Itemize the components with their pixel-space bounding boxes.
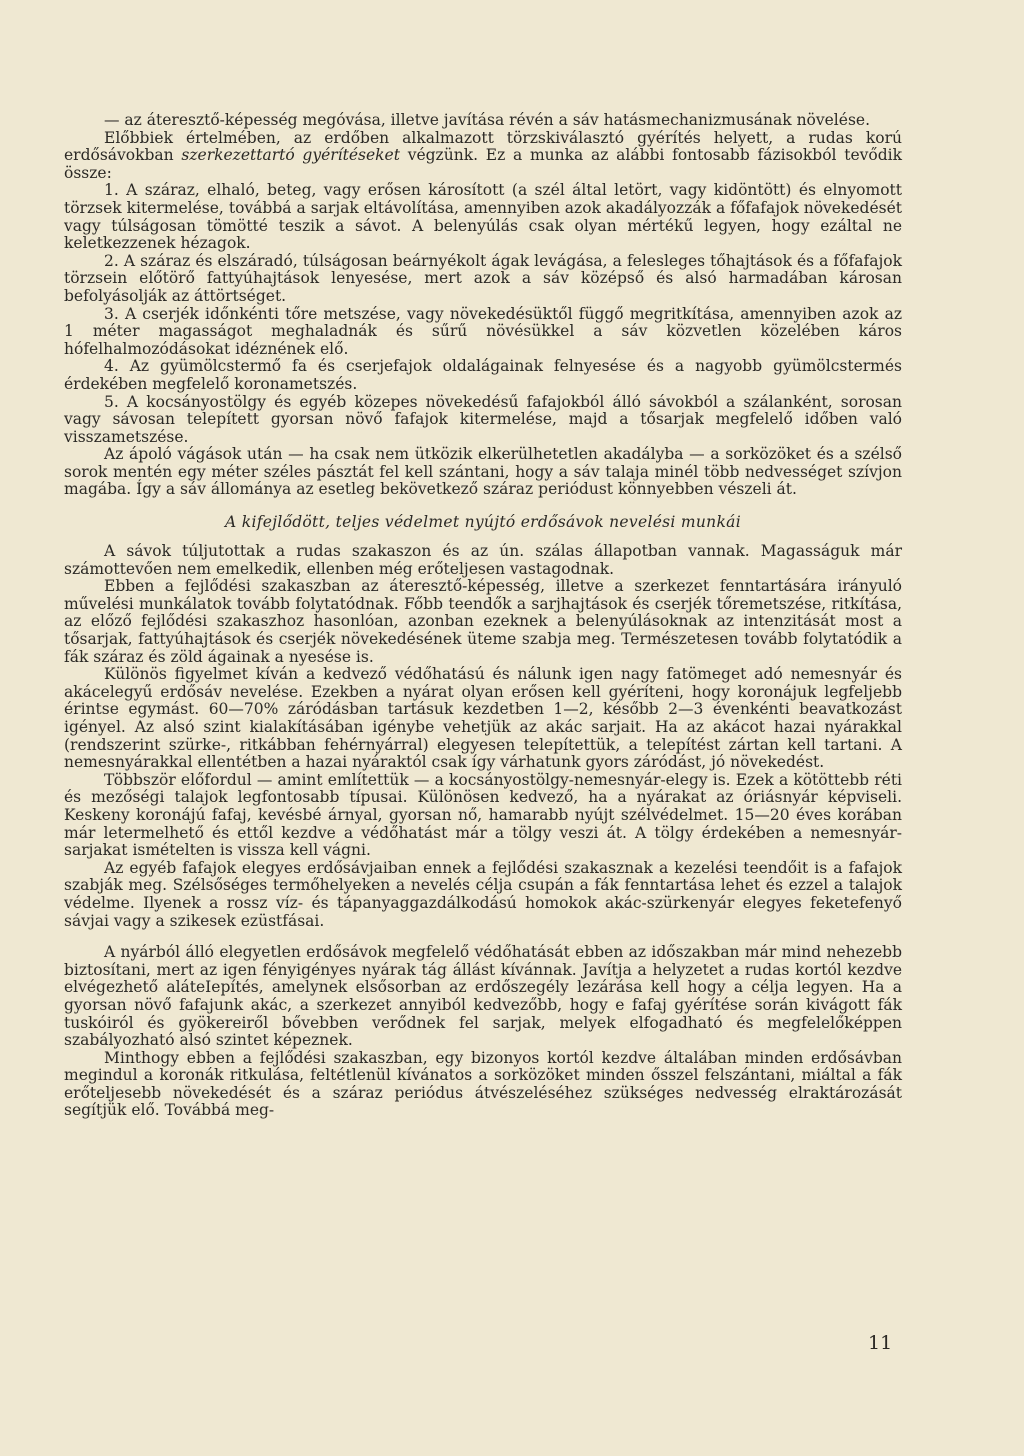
page-body [64,112,902,1120]
paragraph-1 [64,130,902,183]
list-item-2: 2. A száraz és elszáradó, túlságosan beárnyékolt ágak levágása, a felesleges tőhajtások és a főfafajok törzsein előtörő fattyúhajtások lenyesése, mert azok a sáv középső és alsó harmadában károsan befolyásolják az áttörtséget. [64,251,902,305]
paragraph-7: Az ápoló vágások után — ha csak nem ütközik elkerülhetetlen akadályba — a sorközöket és a szélső sorok mentén egy méter széles pásztát fel kell szántani, hogy a sáv talaja minél több nedvességet szívjon magába. Így a sáv állománya az esetleg bekövetkező száraz periódust könnyebben vészeli át. [64,445,902,499]
section-heading: A kifejlődött, teljes védelmet nyújtó erdősávok nevelési munkái [225,513,741,532]
paragraph-1-end: végzünk. Ez a munka az alábbi fontosabb fázisokból tevődik össze: [64,146,902,182]
list-item-1: 1. A száraz, elhaló, beteg, vagy erősen károsított (a szél által letört, vagy kidöntött) és elnyomott törzsek kitermelése, továbbá a sarjak eltávolítása, amennyiben azok akadályozzák a főfafajok növekedését vagy túlságosan tömötté teszik a sávot. A belenyúlás csak olyan mértékű legyen, hogy ezáltal ne keletkezzenek hézagok. [64,181,902,253]
intro-paragraph: — az áteresztő-képesség megóvása, illetve javítása révén a sáv hatásmechanizmusának növelése. [104,111,870,129]
list-item-4: 4. Az gyümölcstermő fa és cserjefajok oldalágainak felnyesése és a nagyobb gyümölcstermés érdekében megfelelő koronametszés. [64,357,902,393]
list-item-3: 3. A cserjék időnkénti tőre metszése, vagy növekedésüktől függő megritkítása, amennyiben azok az 1 méter magasságot meghaladnák és sűrű növésükkel a sáv közvetlen közelében káros hófelhalmozódásokat idéznének elő. [64,304,902,358]
paragraph-1-emphasis: szerkezettartó gyérítéseket [181,146,400,165]
paragraph-9: Ebben a fejlődési szakaszban az áteresztő-képesség, illetve a szerkezet fenntartására irányuló művelési munkálatok tovább folytatódnak. Főbb teendők a sarjhajtások és cserjék tőremetszése, ritkítása, az előző fejlődési szakaszhoz hasonlóan, azonban ezeknek a belenyúlásoknak az intenzitását most a tősarjak, fattyúhajtások és cserjék növekedésének üteme szabja meg. Természetesen tovább folytatódik a fák száraz és zöld ágainak a nyesése is. [64,577,902,666]
paragraph-11: Többször előfordul — amint említettük — a kocsányostölgy-nemesnyár-elegy is. Ezek a kötöttebb réti és mezőségi talajok legfontosabb típusai. Különösen kedvező, ha a nyárakat az óriásnyár képviseli. Keskeny koronájú fafaj, kevésbé árnyal, gyorsan nő, hamarabb nyújt szélvédelmet. 15—20 éves korában már letermelhető és ettől kezdve a védőhatást már a tölgy veszi át. A tölgy érdekében a nemesnyár-sarjakat ismételten is vissza kell vágni. [64,770,902,860]
list-item-5: 5. A kocsányostölgy és egyéb közepes növekedésű fafajokból álló sávokból a szálanként, sorosan vagy sávosan telepített gyorsan növő fafajok kitermelése, majd a tősarjak megfelelő időben való visszametszése. [64,392,902,446]
paragraph-8: A sávok túljutottak a rudas szakaszon és az ún. szálas állapotban vannak. Magasságuk már számottevően nem emelkedik, ellenben még erőteljesen vastagodnak. [64,542,902,578]
paragraph-14: Minthogy ebben a fejlődési szakaszban, egy bizonyos kortól kezdve általában minden erdősávban megindul a koronák ritkulása, feltétlenül kívánatos a sorközöket minden ősszel felszántani, miáltal a fák erőteljesebb növekedését és a száraz periódus átvészeléséhez szükséges nedvesség elraktározását segítjük elő. Továbbá meg- [64,1048,902,1120]
paragraph-10: Különös figyelmet kíván a kedvező védőhatású és nálunk igen nagy fatömeget adó nemesnyár és akácelegyű erdősáv nevelése. Ezekben a nyárat olyan erősen kell gyéríteni, hogy koronájuk legfeljebb érintse egymást. 60—70% záródásban tartásuk kezdetben 1—2, később 2—3 évenkénti beavatkozást igényel. Az alsó szint kialakításában igénybe vehetjük az akác sarjait. Ha az akácot hazai nyárakkal (rendszerint szürke-, ritkábban fehérnyárral) elegyesen telepítettük, a telepítést zártan kell tartani. A nemesnyárakkal ellentétben a hazai nyáraktól csak így várhatunk gyors záródást, jó növekedést. [64,665,902,772]
paragraph-13: A nyárból álló elegyetlen erdősávok megfelelő védőhatását ebben az időszakban már mind nehezebb biztosítani, mert az igen fényigényes nyárak tág állást kívánnak. Javítja a helyzetet a rudas kortól kezdve elvégezhető aláteIepítés, amelynek elsősorban az erdőszegély lezárása kell hogy a célja legyen. Ha a gyorsan növő fafajunk akác, a szerkezet annyiból kedvezőbb, hogy e fafaj gyérítése során kivágott fák tuskóiról és gyökereiről bővebben verődnek fel sarjak, melyek elfogadható és megfelelőképpen szabályozható alsó szintet képeznek. [64,943,902,1050]
paragraph-1-text: Előbbiek értelmében, az erdőben alkalmazott törzskiválasztó gyérítés helyett, a rudas korú erdősávokban [64,128,902,165]
paragraph-12: Az egyéb fafajok elegyes erdősávjaiban ennek a fejlődési szakasznak a kezelési teendőit is a fafajok szabják meg. Szélsőséges termőhelyeken a nevelés célja csupán a fák fenntartása lehet és ezzel a talajok védelme. Ilyenek a rossz víz- és tápanyaggazdálkodású homokok akác-szürkenyár elegyes feketefenyő sávjai vagy a szikesek ezüstfásai. [64,858,902,930]
page-number: 11 [868,1332,893,1354]
